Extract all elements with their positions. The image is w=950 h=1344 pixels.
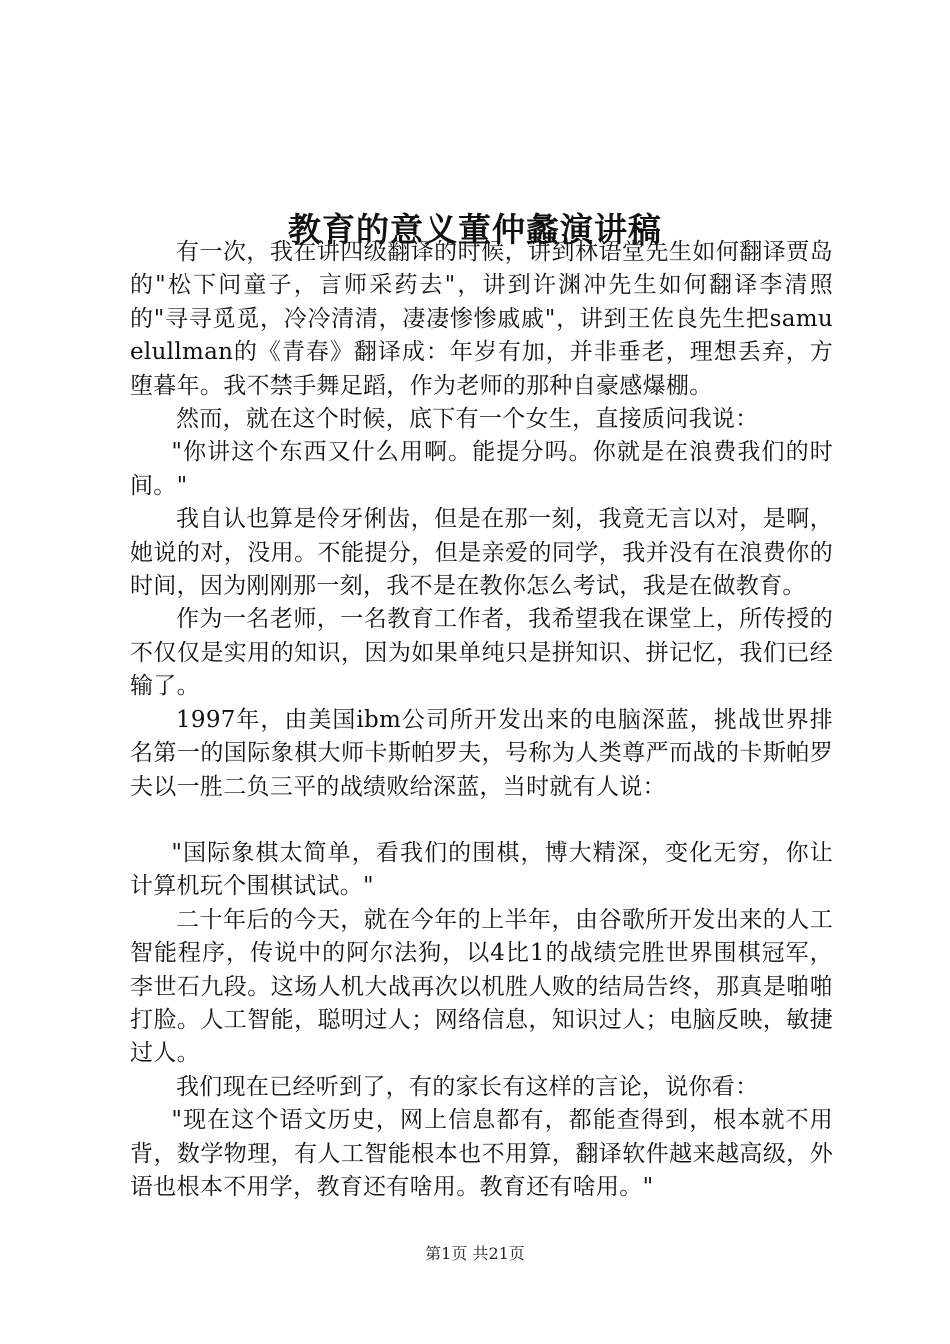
paragraph-teacher-hope: 作为一名老师，一名教育工作者，我希望我在课堂上，所传授的不仅仅是实用的知识，因为如果单纯只是拼知识、拼记忆，我们已经输了。 bbox=[130, 606, 833, 700]
paragraph-student-quote: "你讲这个东西又什么用啊。能提分吗。你就是在浪费我们的时间。" bbox=[130, 439, 833, 499]
document-body bbox=[130, 236, 833, 1204]
paragraph-parents-intro: 我们现在已经听到了，有的家长有这样的言论，说你看： bbox=[176, 1073, 759, 1100]
document-title: 教育的意义董仲蠡演讲稿 bbox=[288, 210, 662, 250]
paragraph-parents-quote: "现在这个语文历史，网上信息都有，都能查得到，根本就不用背，数学物理，有人工智能根本也不用算，翻译软件越来越高级，外语也根本不用学，教育还有啥用。教育还有啥用。" bbox=[130, 1107, 833, 1200]
paragraph-deep-blue: 1997年，由美国ibm公司所开发出来的电脑深蓝，挑战世界排名第一的国际象棋大师卡斯帕罗夫，号称为人类尊严而战的卡斯帕罗夫以一胜二负三平的战绩败给深蓝，当时就有人说： bbox=[130, 706, 833, 800]
page-number-footer: 第1页 共21页 bbox=[425, 1244, 525, 1263]
paragraph-translation-anecdote: 有一次，我在讲四级翻译的时候，讲到林语堂先生如何翻译贾岛的"松下问童子，言师采药去"，讲到许渊冲先生如何翻译李清照的"寻寻觅觅，冷冷清清，凄凄惨惨戚戚"，讲到王佐良先生把samuelullman的《青春》翻译成：年岁有加，并非垂老，理想丢弃，方堕暮年。我不禁手舞足蹈，作为老师的那种自豪感爆棚。 bbox=[130, 239, 833, 399]
paragraph-alphago: 二十年后的今天，就在今年的上半年，由谷歌所开发出来的人工智能程序，传说中的阿尔法狗，以4比1的战绩完胜世界围棋冠军，李世石九段。这场人机大战再次以机胜人败的结局告终，那真是啪啪打脸。人工智能，聪明过人；网络信息，知识过人；电脑反映，敏捷过人。 bbox=[130, 906, 833, 1067]
paragraph-go-quote: "国际象棋太简单，看我们的围棋，博大精深，变化无穷，你让计算机玩个围棋试试。" bbox=[130, 839, 833, 900]
paragraph-student-question-intro: 然而，就在这个时候，底下有一个女生，直接质问我说： bbox=[176, 406, 759, 433]
paragraph-doing-education: 我自认也算是伶牙俐齿，但是在那一刻，我竟无言以对，是啊，她说的对，没用。不能提分，但是亲爱的同学，我并没有在浪费你的时间，因为刚刚那一刻，我不是在教你怎么考试，我是在做教育。 bbox=[130, 506, 833, 600]
